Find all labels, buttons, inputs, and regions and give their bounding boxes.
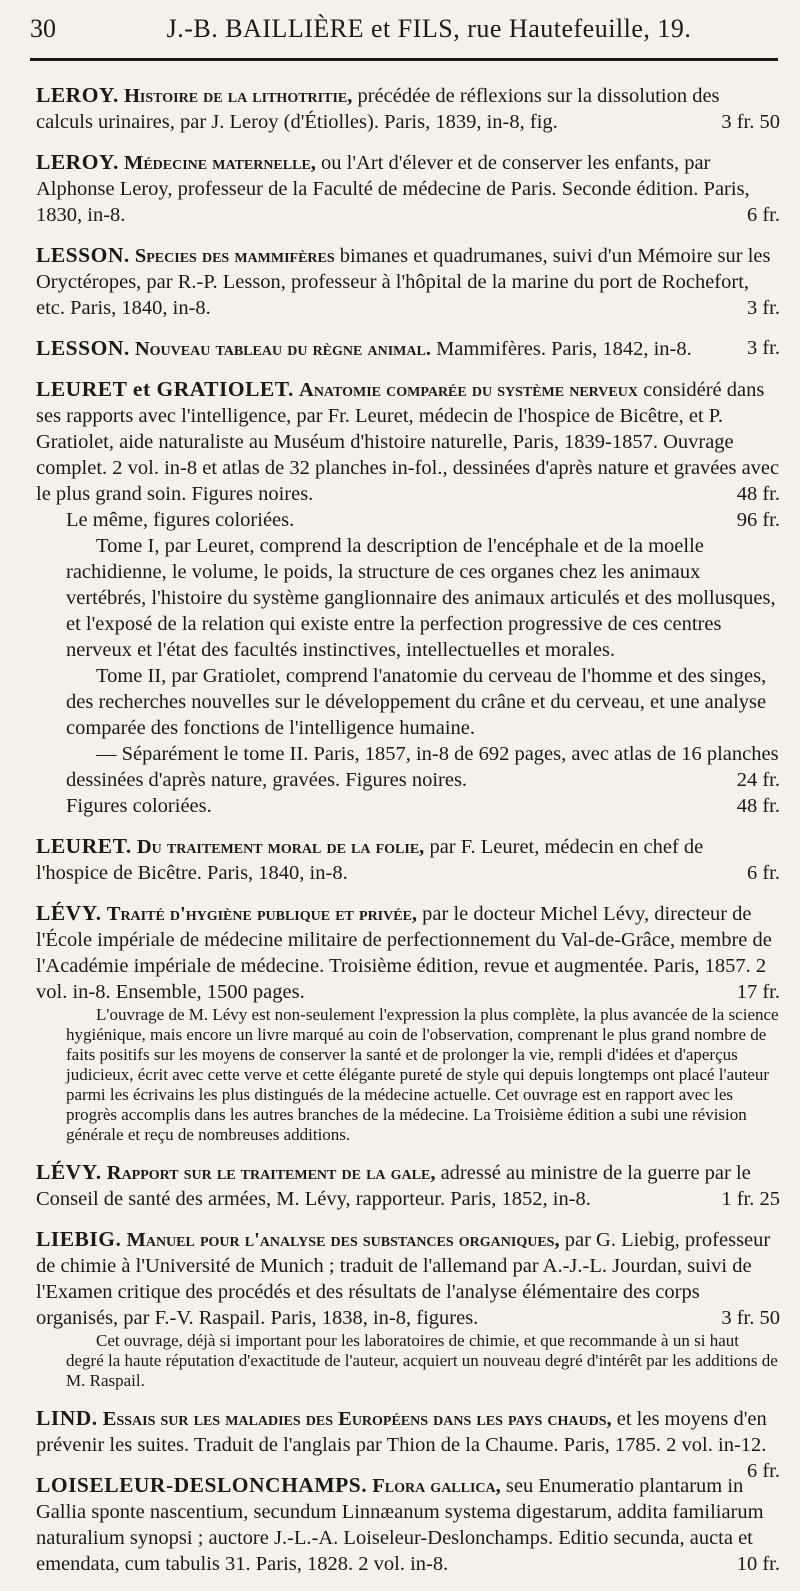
entry-price: 3 fr. 50 [721, 111, 780, 133]
entry-text: précédée de réflexions sur la dissolution des calculs urinaires, par J. Leroy (d'Étiolles). Paris, 1839, in-8, fig. [36, 85, 720, 133]
catalogue-entry [36, 149, 780, 228]
entry-price: 48 fr. [736, 483, 780, 505]
entry-author: LESSON. [36, 336, 130, 360]
entry-title: Traité d'hygiène publique et privée, [106, 903, 418, 925]
entry-author: LOISELEUR-DESLONCHAMPS. [36, 1473, 368, 1497]
entry-author: LÉVY. [36, 1160, 102, 1184]
catalogue-entry [36, 833, 780, 886]
entry-text: par F. Leuret, médecin en chef de l'hospice de Bicêtre. Paris, 1840, in-8. [36, 836, 704, 884]
catalogue-entry [36, 1159, 780, 1212]
entry-author: LEROY. [36, 83, 119, 107]
catalogue-entry [36, 1472, 780, 1577]
entry-title: Species des mammifères [134, 245, 335, 267]
entry-price: 6 fr. [746, 204, 780, 226]
entry-note: Cet ouvrage, déjà si important pour les laboratoires de chimie, et que recommande à un si haut degré la haute réputation d'exactitude de l'auteur, acquiert un nouveau degré d'intérêt par les additions de M. Raspail. [66, 1331, 778, 1390]
entry-price: 1 fr. 25 [721, 1188, 780, 1210]
entry-title: Manuel pour l'analyse des substances organiques, [126, 1229, 560, 1251]
entry-price: 3 fr. 50 [721, 1307, 780, 1329]
page-header [30, 10, 778, 60]
entry-price: 10 fr. [736, 1553, 780, 1575]
entry-price: 3 fr. [746, 297, 780, 319]
entry-separate-price: 24 fr. [736, 769, 780, 791]
entry-paragraph: Tome II, par Gratiolet, comprend l'anatomie du cerveau de l'homme et des singes, des recherches nouvelles sur le développement du crâne et du cerveau, et une analyse comparée des fonctions de l'intelligence humaine. [66, 665, 767, 739]
entry-title: Du traitement moral de la folie, [136, 836, 425, 858]
running-head: J.-B. BAILLIÈRE et FILS, rue Hautefeuille, 19. [166, 14, 692, 43]
entry-price: 6 fr. [746, 1460, 780, 1482]
entry-author: LEROY. [36, 150, 119, 174]
entry-text: bimanes et quadrumanes, suivi d'un Mémoire sur les Oryctéropes, par R.-P. Lesson, professeur à l'hôpital de la marine du port de Rochefort, etc. Paris, 1840, in-8. [36, 245, 771, 319]
catalogue-entry [36, 335, 780, 362]
entry-text: adressé au ministre de la guerre par le Conseil de santé des armées, M. Lévy, rapporteur. Paris, 1852, in-8. [36, 1162, 751, 1210]
catalogue-entry [36, 1226, 780, 1391]
entry-title: Flora gallica, [372, 1475, 501, 1497]
catalogue-entry [36, 376, 780, 819]
page-number: 30 [30, 14, 56, 43]
entry-colored-price: 48 fr. [736, 795, 780, 817]
entry-separate-text: — Séparément le tome II. Paris, 1857, in-8 de 692 pages, avec atlas de 16 planches dessinées d'après nature, gravées. Figures noires. [66, 743, 779, 791]
catalogue-entry [36, 82, 780, 135]
entry-text: par le docteur Michel Lévy, directeur de l'École impériale de médecine militaire de perfectionnement du Val-de-Grâce, membre de l'Académie impériale de médecine. Troisième édition, revue et augmentée. Paris, 1857. 2 vol. in-8. Ensemble, 1500 pages. [36, 903, 772, 1003]
entry-note: L'ouvrage de M. Lévy est non-seulement l'expression la plus complète, la plus avancée de la science hygiénique, mais encore un livre marqué au coin de l'observation, comprenant le plus grand nombre de faits positifs sur les moyens de conserver la santé et de prolonger la vie, rempli d'idées et d'aperçus judicieux, écrit avec cette verve et cette élégante pureté de style qui depuis longtemps ont placé l'auteur parmi les écrivains les plus distingués de la médecine actuelle. Cet ouvrage est en rapport avec les progrès accomplis dans les autres branches de la médecine. La Troisième édition a subi une révision générale et reçu de nombreuses additions. [66, 1005, 779, 1144]
entry-author: LIEBIG. [36, 1227, 122, 1251]
entry-text: et les moyens d'en prévenir les suites. Traduit de l'anglais par Thion de la Chaume. Paris, 1785. 2 vol. in-12. [36, 1408, 767, 1456]
entry-title: Nouveau tableau du règne animal. [134, 338, 431, 360]
entry-extra-line: Le même, figures coloriées. [66, 509, 295, 531]
entry-title: Rapport sur le traitement de la gale, [106, 1162, 436, 1184]
entry-price: 6 fr. [746, 862, 780, 884]
entries-list [36, 82, 780, 1591]
entry-title: Anatomie comparée du système nerveux [299, 379, 638, 401]
entry-text: par G. Liebig, professeur de chimie à l'Université de Munich ; traduit de l'allemand par A.-J.-L. Jourdan, suivi de l'Examen critique des procédés et des résultats de l'analyse élémentaire des corps organisés, par F.-V. Raspail. Paris, 1838, in-8, figures. [36, 1229, 771, 1329]
entry-author: LIND. [36, 1406, 98, 1430]
catalogue-entry [36, 242, 780, 321]
entry-author: LESSON. [36, 243, 130, 267]
entry-extra-price: 96 fr. [736, 509, 780, 531]
catalogue-entry [36, 900, 780, 1145]
entry-title: Histoire de la lithotritie, [123, 85, 353, 107]
entry-title: Médecine maternelle, [123, 152, 316, 174]
entry-text: ou l'Art d'élever et de conserver les enfants, par Alphonse Leroy, professeur de la Faculté de médecine de Paris. Seconde édition. Paris, 1830, in-8. [36, 152, 750, 226]
header-rule [30, 58, 778, 61]
entry-author: LEURET et GRATIOLET. [36, 377, 294, 401]
entry-price: 3 fr. [746, 337, 780, 359]
entry-author: LÉVY. [36, 901, 102, 925]
entry-text: Mammifères. Paris, 1842, in-8. [436, 338, 692, 360]
entry-title: Essais sur les maladies des Européens dans les pays chauds, [102, 1408, 612, 1430]
entry-text: considéré dans ses rapports avec l'intelligence, par Fr. Leuret, médecin de l'hospice de Bicêtre, et P. Gratiolet, aide naturaliste au Muséum d'histoire naturelle, Paris, 1839-1857. Ouvrage complet. 2 vol. in-8 et atlas de 32 planches in-fol., dessinées d'après nature et gravées avec le plus grand soin. Figures noires. [36, 379, 780, 505]
entry-colored-line: Figures coloriées. [66, 795, 212, 817]
entry-paragraph: Tome I, par Leuret, comprend la description de l'encéphale et de la moelle rachidienne, le volume, le poids, la structure de ces organes chez les animaux vertébrés, l'histoire du système ganglionnaire des animaux articulés et des mollusques, et l'exposé de la relation qui existe entre la perfection progressive de ces centres nerveux et l'état des facultés instinctives, intellectuelles et morales. [66, 535, 776, 661]
entry-author: LEURET. [36, 834, 132, 858]
entry-text: seu Enumeratio plantarum in Gallia sponte nascentium, secundum Linnæanum systema digestarum, addita familiarum naturalium synopsi ; auctore J.-L.-A. Loiseleur-Deslonchamps. Editio secunda, aucta et emendata, cum tabulis 31. Paris, 1828. 2 vol. in-8. [36, 1475, 764, 1575]
entry-price: 17 fr. [736, 981, 780, 1003]
catalogue-entry [36, 1405, 780, 1482]
